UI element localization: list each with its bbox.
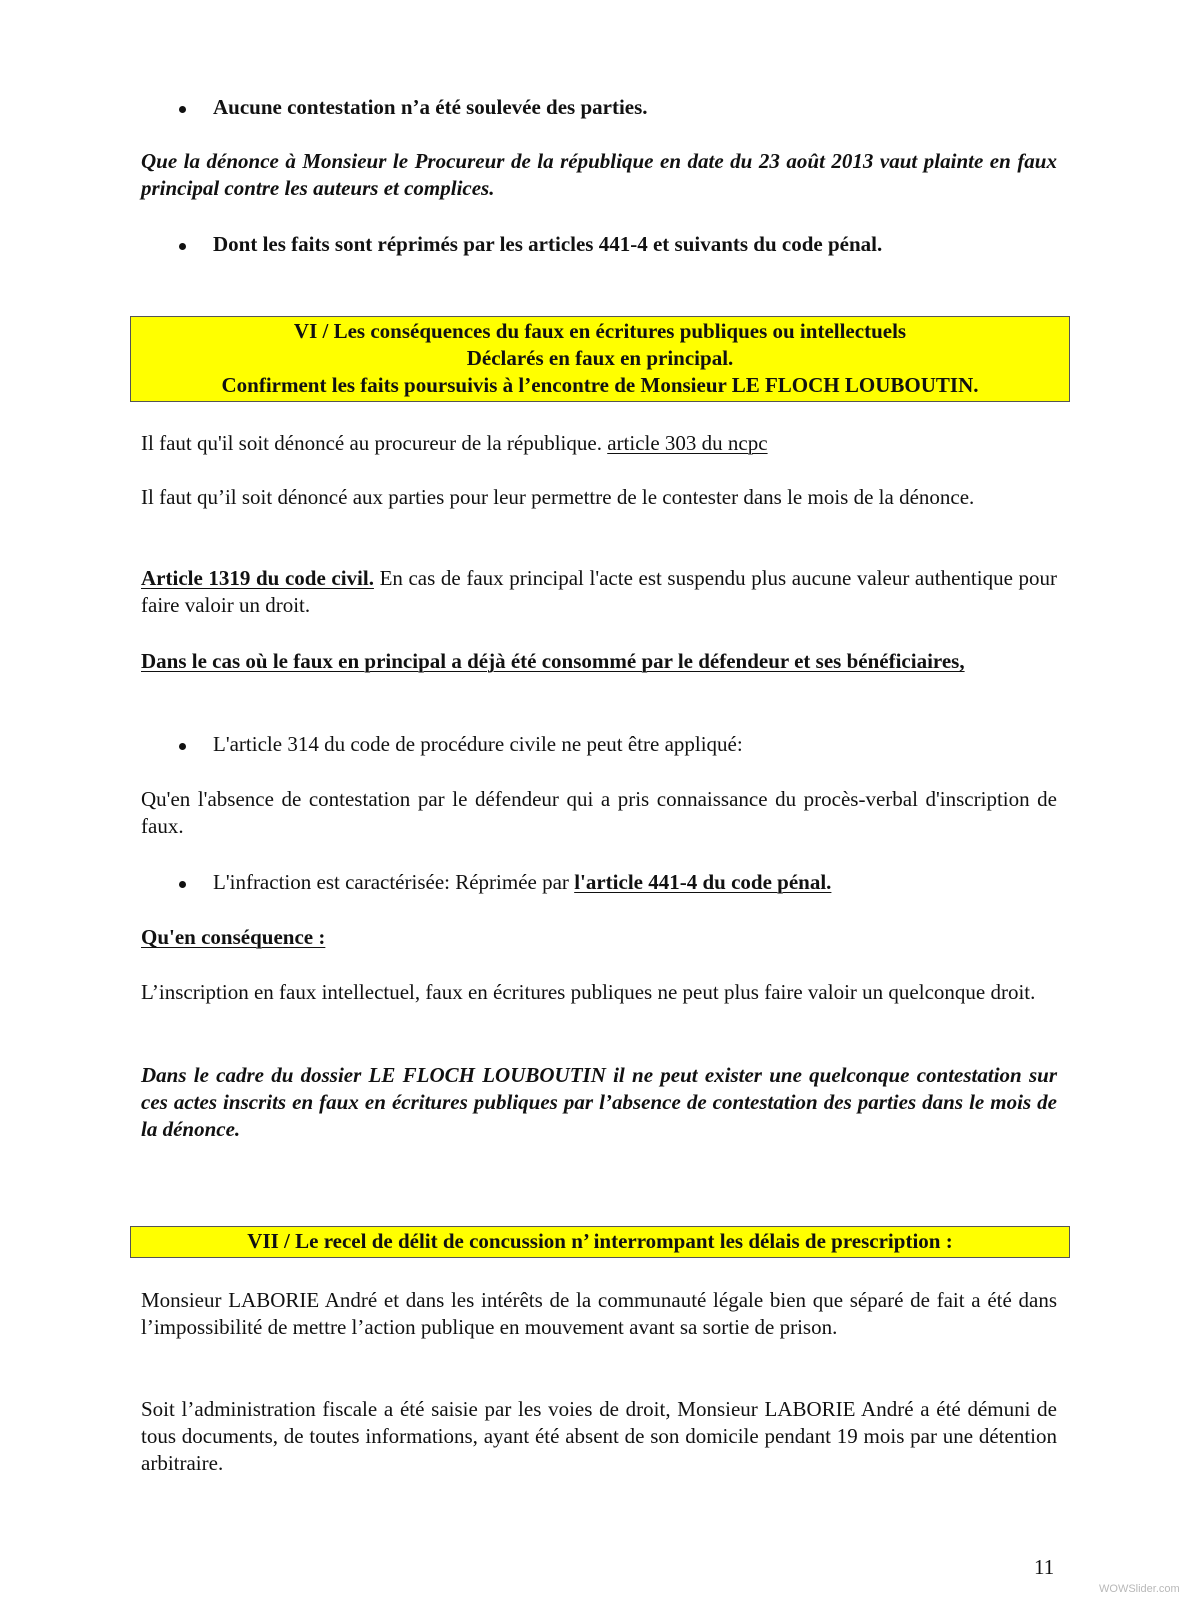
watermark: WOWSlider.com	[1099, 1583, 1180, 1595]
bullet-articles-441-4: Dont les faits sont réprimés par les articles 441-4 et suivants du code pénal.	[213, 232, 883, 256]
paragraph-article-1319	[141, 565, 1057, 619]
article-1319-text: En cas de faux principal l'acte est suspendu plus aucune valeur authentique pour faire valoir un droit.	[141, 566, 1057, 617]
section-vi-heading	[130, 316, 1070, 402]
bullet-infraction	[213, 869, 1073, 896]
paragraph-administration-fiscale: Soit l’administration fiscale a été saisie par les voies de droit, Monsieur LABORIE André a été démuni de tous documents, de toutes informations, ayant été absent de son domicile pendant 19 mois par une détention arbitraire.	[141, 1397, 1057, 1475]
section-vii-title: VII / Le recel de délit de concussion n’ interrompant les délais de prescription :	[247, 1229, 953, 1253]
paragraph-dossier-le-floch: Dans le cadre du dossier LE FLOCH LOUBOUTIN il ne peut exister une quelconque contestation sur ces actes inscrits en faux en écritures publiques par l’absence de contestation des parties dans le mois de la dénonce.	[141, 1063, 1057, 1141]
heading-dans-le-cas: Dans le cas où le faux en principal a déjà été consommé par le défendeur et ses bénéficiaires,	[141, 649, 965, 673]
paragraph-inscription-faux: L’inscription en faux intellectuel, faux en écritures publiques ne peut plus faire valoir un quelconque droit.	[141, 980, 1036, 1004]
bullet-dot	[179, 743, 186, 750]
bullet-dot	[179, 243, 186, 250]
article-441-4-link[interactable]: l'article 441-4 du code pénal.	[574, 870, 832, 894]
section-vi-line-2: Déclarés en faux en principal.	[466, 346, 734, 370]
paragraph-laborie: Monsieur LABORIE André et dans les intérêts de la communauté légale bien que séparé de fait a été dans l’impossibilité de mettre l’action publique en mouvement avant sa sortie de prison.	[141, 1288, 1057, 1339]
bullet-article-314: L'article 314 du code de procédure civile ne peut être appliqué:	[213, 732, 743, 756]
bullet-infraction-text: L'infraction est caractérisée: Réprimée par	[213, 870, 569, 894]
paragraph-denonce-procureur: Que la dénonce à Monsieur le Procureur de la république en date du 23 août 2013 vaut plainte en faux principal contre les auteurs et complices.	[141, 149, 1057, 200]
paragraph-denonce-procureur-republique	[141, 430, 1057, 457]
page-number: 11	[1034, 1555, 1055, 1579]
article-303-link[interactable]: article 303 du ncpc	[607, 431, 768, 455]
section-vii-heading	[130, 1226, 1070, 1258]
heading-consequence: Qu'en conséquence :	[141, 925, 326, 949]
bullet-dot	[179, 881, 186, 888]
paragraph-denonce-parties: Il faut qu’il soit dénoncé aux parties pour leur permettre de le contester dans le mois de la dénonce.	[141, 485, 975, 509]
article-1319-label: Article 1319 du code civil.	[141, 566, 374, 590]
bullet-dot	[179, 106, 186, 113]
bullet-no-contestation: Aucune contestation n’a été soulevée des parties.	[213, 95, 648, 119]
section-vi-line-1: VI / Les conséquences du faux en écritures publiques ou intellectuels	[293, 319, 907, 343]
section-vi-line-3: Confirment les faits poursuivis à l’encontre de Monsieur LE FLOCH LOUBOUTIN.	[221, 373, 979, 397]
paragraph-absence-contestation: Qu'en l'absence de contestation par le défendeur qui a pris connaissance du procès-verbal d'inscription de faux.	[141, 787, 1057, 838]
paragraph-text: Il faut qu'il soit dénoncé au procureur de la république.	[141, 431, 602, 455]
